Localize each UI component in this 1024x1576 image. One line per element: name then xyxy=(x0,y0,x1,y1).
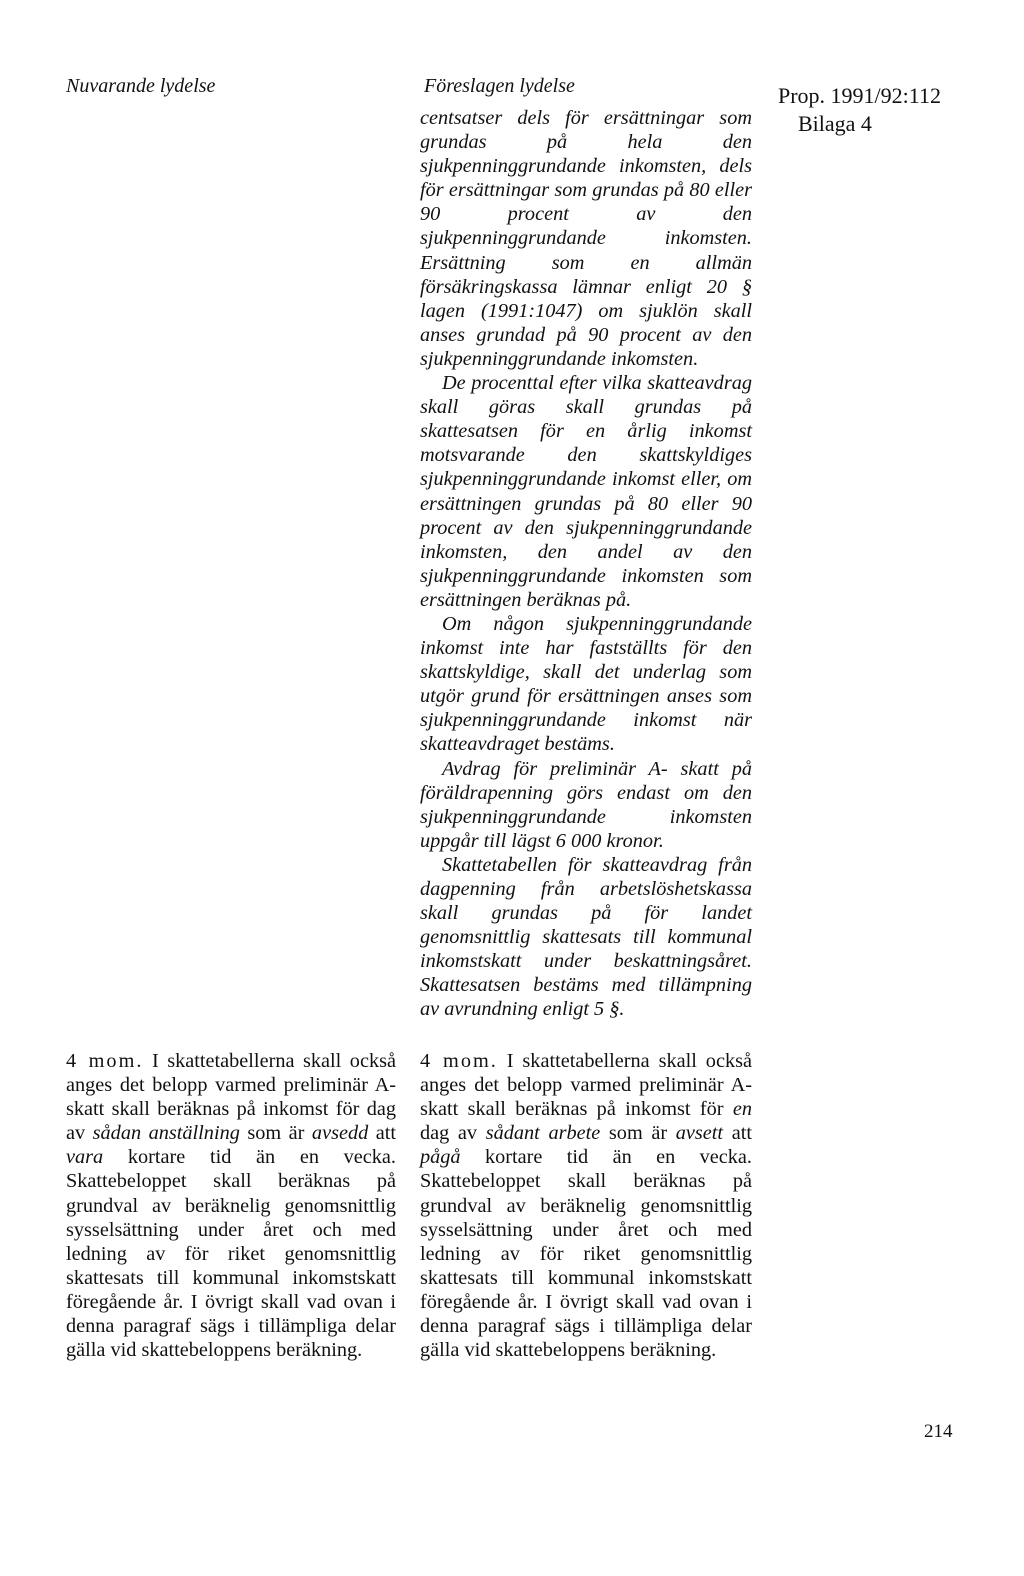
text-run: dag av xyxy=(420,1122,486,1145)
proposed-paragraph-4: Avdrag för preliminär A- skatt på föräldrapenning görs endast om den sjukpenninggrundande inkomsten uppgår till lägst 6 000 kronor. xyxy=(420,757,752,852)
page-number: 214 xyxy=(924,1421,953,1442)
text-run: som är xyxy=(239,1122,312,1145)
appendix-label: Bilaga 4 xyxy=(798,111,872,136)
emphasis-run: sådan anställning xyxy=(92,1122,240,1145)
proposed-paragraph-5: Skattetabellen för skatteavdrag från dagpenning från arbetslöshetskassa skall grundas på för landet genomsnittlig skattesats till kommunal inkomstskatt under beskattningsåret. Skattesatsen bestäms med tillämpning av avrundning enligt 5 §. xyxy=(420,853,752,1021)
proposed-paragraph-3: Om någon sjukpenninggrundande inkomst inte har fastställts för den skattskyldige, skall det underlag som utgör grund för ersättningen anses som sjukpenninggrundande inkomst när skatteavdraget bestäms. xyxy=(420,612,752,756)
proposed-mom-paragraph xyxy=(420,1049,752,1362)
text-run: I skattetabellerna skall också anges det belopp varmed preliminär A-skatt skall beräknas på inkomst för dag av xyxy=(66,1050,396,1145)
proposed-text-column xyxy=(420,106,752,1022)
text-run: som är xyxy=(600,1122,676,1145)
mom-label: 4 mom. xyxy=(420,1050,498,1072)
text-run: kortare tid än en vecka. Skattebeloppet skall beräknas på grundval av beräknelig genomsnittlig sysselsättning under året och med ledning av för riket genomsnittlig skattesats till kommunal inkomstskatt föregående år. I övrigt skall vad ovan i denna paragraf sägs i tillämpliga delar gälla vid skattebeloppens beräkning. xyxy=(420,1146,752,1362)
proposed-paragraph-1: centsatser dels för ersättningar som grundas på hela den sjukpenninggrundande inkomsten, dels för ersättningar som grundas på 80 eller 90 procent av den sjukpenninggrundande inkomsten. Ersättning som en allmän försäkringskassa lämnar enligt 20 § lagen (1991:1047) om sjuklön skall anses grundad på 90 procent av den sjukpenninggrundande inkomsten. xyxy=(420,107,752,370)
emphasis-run: avsett xyxy=(675,1122,724,1145)
text-run: kortare tid än en vecka. Skattebeloppet skall beräknas på grundval av beräknelig genomsnittlig sysselsättning under året och med ledning av för riket genomsnittlig skattesats till kommunal inkomstskatt föregående år. I övrigt skall vad ovan i denna paragraf sägs i tillämpliga delar gälla vid skattebeloppens beräkning. xyxy=(66,1146,396,1362)
prop-number: Prop. 1991/92:112 xyxy=(778,83,941,108)
text-run: I skattetabellerna skall också anges det belopp varmed preliminär A-skatt skall beräknas på inkomst för xyxy=(420,1050,752,1121)
emphasis-run: en xyxy=(732,1098,752,1121)
header-current-wording: Nuvarande lydelse xyxy=(66,75,216,97)
proposed-paragraph-2: De procenttal efter vilka skatteavdrag skall göras skall grundas på skattesatsen för en årlig inkomst motsvarande den skattskyldiges sjukpenninggrundande inkomst eller, om ersättningen grundas på 80 eller 90 procent av den sjukpenninggrundande inkomsten, den andel av den sjukpenninggrundande inkomsten som ersättningen beräknas på. xyxy=(420,372,752,611)
text-run: att xyxy=(723,1122,752,1145)
emphasis-run: avsedd xyxy=(311,1122,369,1145)
mom-label: 4 mom. xyxy=(66,1050,144,1072)
current-mom-section xyxy=(66,1049,396,1362)
header-proposed-wording: Föreslagen lydelse xyxy=(424,75,575,97)
text-run: att xyxy=(368,1122,397,1145)
emphasis-run: pågå xyxy=(420,1146,461,1169)
current-mom-paragraph xyxy=(66,1049,396,1362)
emphasis-run: vara xyxy=(66,1146,104,1169)
proposition-reference xyxy=(778,82,941,138)
proposed-mom-section xyxy=(420,1049,752,1362)
emphasis-run: sådant arbete xyxy=(485,1122,601,1145)
